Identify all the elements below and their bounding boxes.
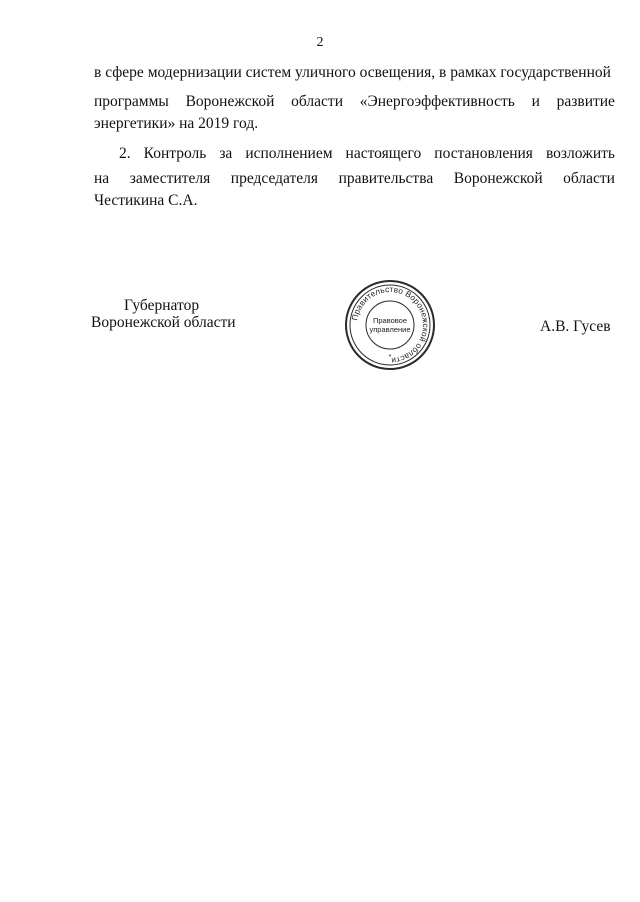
stamp-center-line-1: Правовое (372, 316, 408, 325)
official-stamp (344, 279, 436, 371)
word: исполнением (245, 145, 333, 162)
word: и (531, 93, 540, 110)
signature-title-line-2: Воронежской области (91, 314, 236, 331)
word: Контроль (143, 145, 207, 162)
paragraph-2-line-3: Честикина С.А. (94, 192, 198, 209)
word: постановления (434, 145, 533, 162)
stamp-center-line-2: управление (369, 325, 411, 334)
stamp-seal-icon (344, 279, 436, 371)
svg-text:*: * (388, 354, 392, 361)
word: на (94, 170, 110, 187)
word: Воронежской (453, 170, 543, 187)
word: области (563, 170, 615, 187)
paragraph-1-line-1: в сфере модернизации систем уличного освещения, в рамках государственной (94, 64, 611, 81)
signer-name: А.В. Гусев (540, 318, 611, 335)
paragraph-1-line-2 (94, 93, 615, 111)
word: правительства (338, 170, 434, 187)
word: возложить (545, 145, 615, 162)
word: Воронежской (185, 93, 275, 110)
paragraph-1-line-3: энергетики» на 2019 год. (94, 115, 259, 132)
page-number: 2 (316, 35, 324, 50)
word: области (291, 93, 343, 110)
word: «Энергоэффективность (359, 93, 515, 110)
paragraph-2-line-1 (119, 145, 615, 163)
word: программы (94, 93, 169, 110)
word: председателя (230, 170, 319, 187)
word: за (219, 145, 233, 162)
word: развитие (556, 93, 615, 110)
word: заместителя (129, 170, 211, 187)
word: настоящего (345, 145, 422, 162)
stamp-ring-text: Правительство Воронежской области (350, 284, 431, 366)
signature-title-line-1: Губернатор (124, 297, 200, 314)
paragraph-2-line-2 (94, 170, 615, 188)
word: 2. (119, 145, 131, 162)
